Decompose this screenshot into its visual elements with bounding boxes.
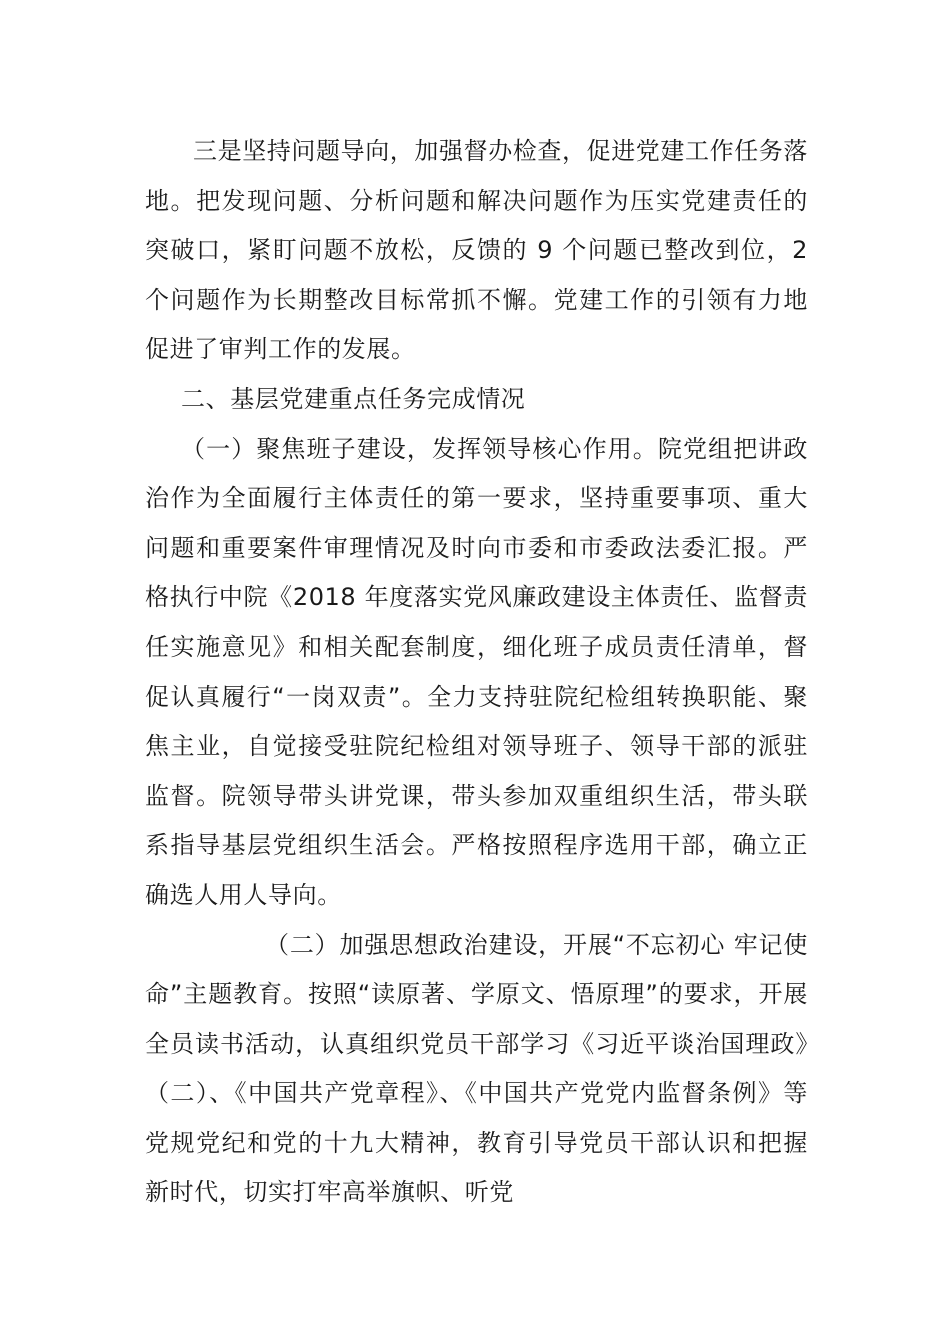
paragraph-ideological-education: （二）加强思想政治建设，开展“不忘初心 牢记使命”主题教育。按照“读原著、学原文、悟原理”的要求，开展全员读书活动，认真组织党员干部学习《习近平谈治国理政》（二）、《中国共产党章程》、《中国共产党党内监督条例》等党规党纪和党的十九大精神，教育引导党员干部认识和把握新时代，切实打牢高举旗帜、听党 — [145, 930, 808, 1207]
paragraph-problem-orientation: 三是坚持问题导向，加强督办检查，促进党建工作任务落地。把发现问题、分析问题和解决问题作为压实党建责任的突破口，紧盯问题不放松，反馈的 9 个问题已整改到位，2 个问题作为长期整改目标常抓不懈。党建工作的引领有力地促进了审判工作的发展。 — [145, 137, 808, 364]
document-body — [145, 127, 808, 1218]
section-heading-grassroots-tasks: 二、基层党建重点任务完成情况 — [181, 384, 526, 413]
paragraph-leadership-team: （一）聚焦班子建设，发挥领导核心作用。院党组把讲政治作为全面履行主体责任的第一要求，坚持重要事项、重大问题和重要案件审理情况及时向市委和市委政法委汇报。严格执行中院《2018 年度落实党风廉政建设主体责任、监督责任实施意见》和相关配套制度，细化班子成员责任清单，督促认真履行“一岗双责”。全力支持驻院纪检组转换职能、聚焦主业，自觉接受驻院纪检组对领导班子、领导干部的派驻监督。院领导带头讲党课，带头参加双重组织生活，带头联系指导基层党组织生活会。严格按照程序选用干部，确立正确选人用人导向。 — [145, 434, 808, 909]
